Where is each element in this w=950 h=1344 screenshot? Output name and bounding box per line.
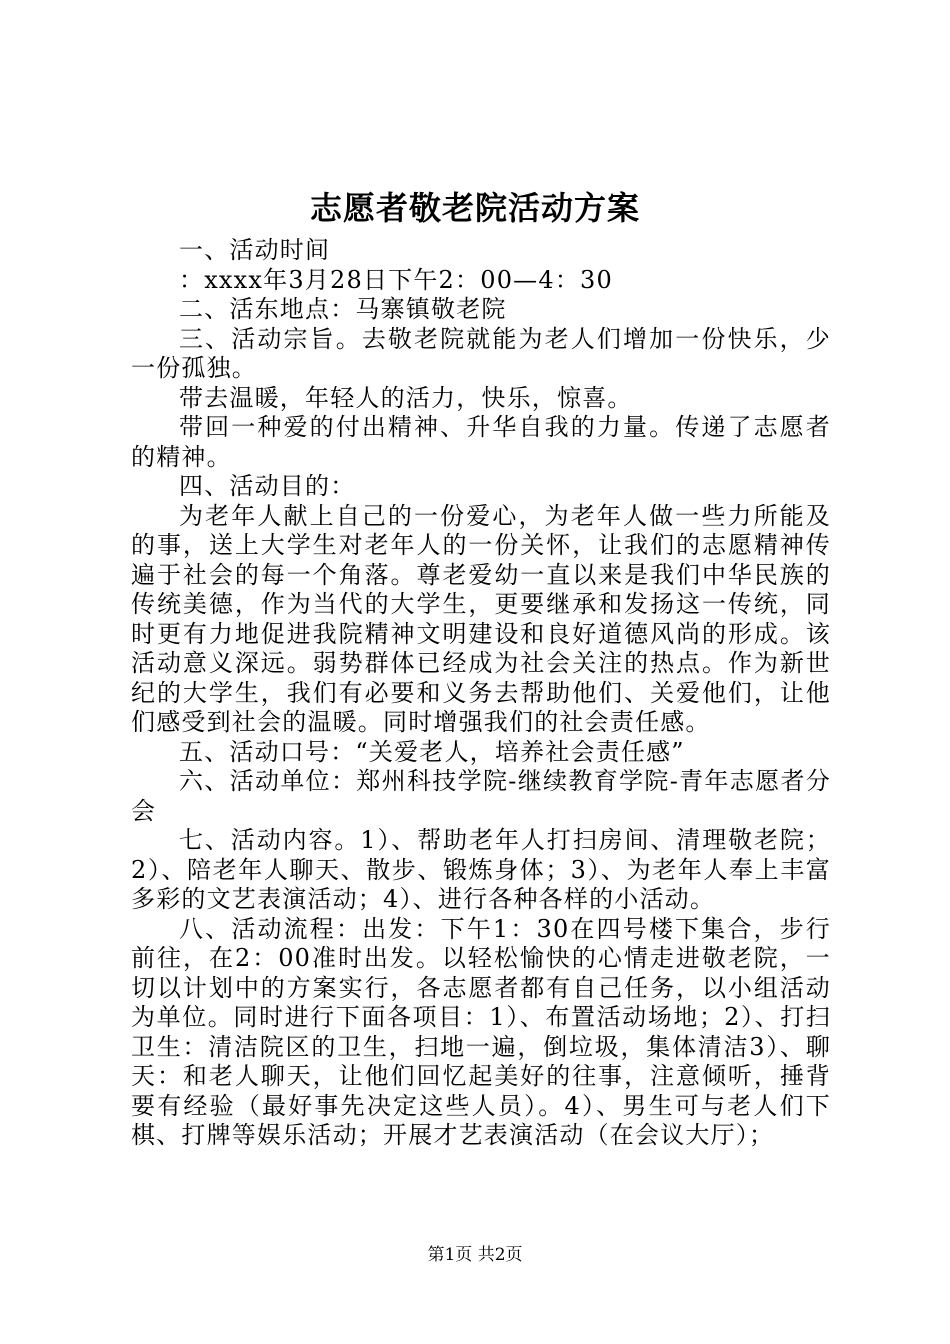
- document-body: [131, 236, 831, 1151]
- paragraph-activity-purpose: 三、活动宗旨。去敬老院就能为老人们增加一份快乐，少一份孤独。: [131, 324, 831, 382]
- paragraph-activity-goal: 为老年人献上自己的一份爱心，为老年人做一些力所能及的事，送上大学生对老年人的一份关怀，让我们的志愿精神传遍于社会的每一个角落。尊老爱幼一直以来是我们中华民族的传统美德，作为当代的大学生，更要继承和发扬这一传统，同时更有力地促进我院精神文明建设和良好道德风尚的形成。该活动意义深远。弱势群体已经成为社会关注的热点。作为新世纪的大学生，我们有必要和义务去帮助他们、关爱他们，让他们感受到社会的温暖。同时增强我们的社会责任感。: [131, 501, 831, 736]
- paragraph-activity-time: ：xxxx年3月28日下午2：00—4：30: [179, 265, 613, 294]
- paragraph-activity-unit: 六、活动单位：郑州科技学院-继续教育学院-青年志愿者分会: [131, 767, 831, 825]
- paragraph-activity-slogan: 五、活动口号：“关爱老人，培养社会责任感”: [179, 737, 685, 766]
- paragraph-activity-time-heading: 一、活动时间: [179, 236, 331, 264]
- paragraph-activity-location: 二、活东地点：马寨镇敬老院: [179, 295, 507, 323]
- document-title: 志愿者敬老院活动方案: [309, 189, 640, 227]
- paragraph-bring-warmth: 带去温暖，年轻人的活力，快乐，惊喜。: [179, 383, 633, 412]
- paragraph-activity-goal-heading: 四、活动目的：: [179, 472, 356, 500]
- paragraph-bring-back-spirit: 带回一种爱的付出精神、升华自我的力量。传递了志愿者的精神。: [131, 413, 831, 471]
- paragraph-activity-content: 七、活动内容。1）、帮助老年人打扫房间、清理敬老院；2）、陪老年人聊天、散步、锻炼身体；3）、为老年人奉上丰富多彩的文艺表演活动；4）、进行各种各样的小活动。: [131, 826, 831, 913]
- paragraph-activity-process: 八、活动流程：出发：下午1：30在四号楼下集合，步行前往，在2：00准时出发。以轻松愉快的心情走进敬老院，一切以计划中的方案实行，各志愿者都有自己任务，以小组活动为单位。同时进行下面各项目：1）、布置活动场地；2）、打扫卫生：清洁院区的卫生，扫地一遍，倒垃圾，集体清洁3）、聊天：和老人聊天，让他们回忆起美好的往事，注意倾听，捶背要有经验（最好事先决定这些人员）。4）、男生可与老人们下棋、打牌等娱乐活动；开展才艺表演活动（在会议大厅）；: [131, 914, 831, 1149]
- page-number-footer: 第1页 共2页: [427, 1245, 523, 1265]
